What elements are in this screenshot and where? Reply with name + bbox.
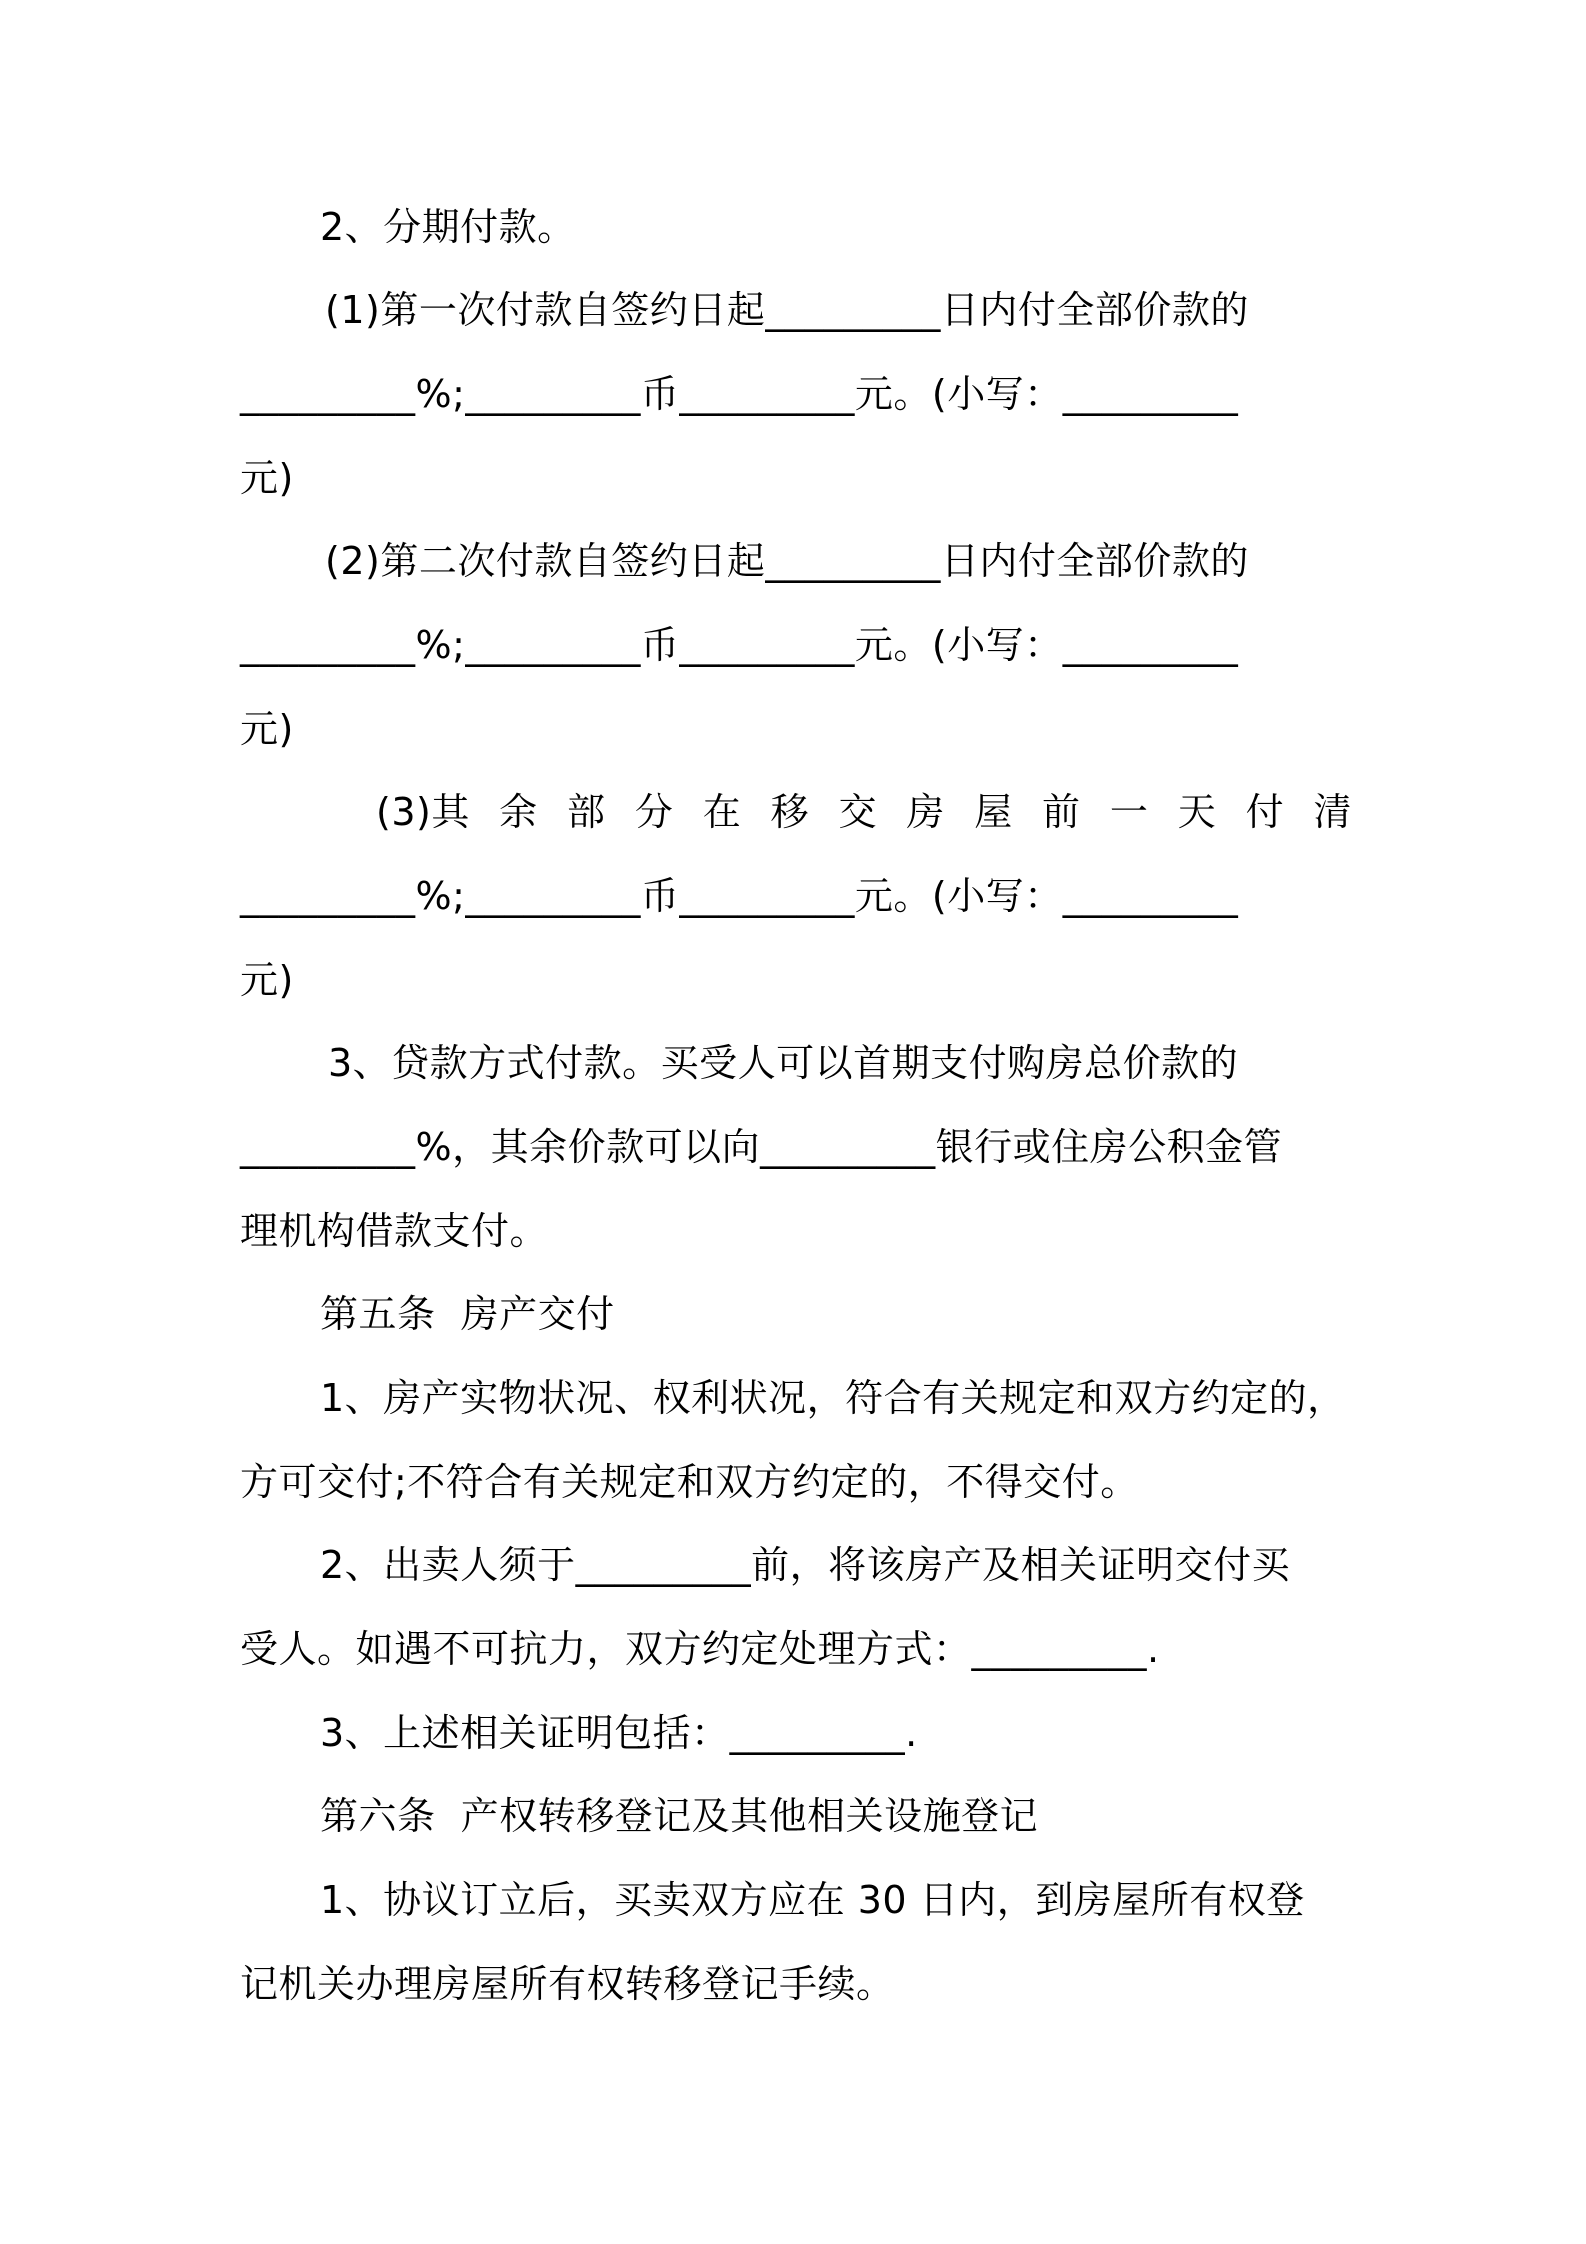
second-payment-line-3: 元): [240, 707, 294, 751]
remaining-payment-line-3: 元): [240, 958, 294, 1002]
remaining-payment-line-2: _________%;_________币_________元。(小写：_________: [240, 874, 1239, 918]
first-payment-line-2: _________%;_________币_________元。(小写：_________: [240, 372, 1239, 416]
article-five-heading: 第五条 房产交付: [320, 1292, 615, 1336]
delivery-clause-1-line-1: 1、房产实物状况、权利状况，符合有关规定和双方约定的，: [320, 1376, 1346, 1420]
delivery-clause-2-line-1: 2、出卖人须于_________前，将该房产及相关证明交付买: [320, 1543, 1291, 1587]
delivery-clause-2-line-2: 受人。如遇不可抗力，双方约定处理方式：_________.: [240, 1627, 1160, 1671]
registration-clause-1-line-2: 记机关办理房屋所有权转移登记手续。: [240, 1962, 895, 2006]
loan-payment-line-1: 3、贷款方式付款。买受人可以首期支付购房总价款的: [328, 1041, 1239, 1085]
second-payment-line-2: _________%;_________币_________元。(小写：_________: [240, 623, 1239, 667]
first-payment-line-1: (1)第一次付款自签约日起_________日内付全部价款的: [325, 288, 1249, 332]
delivery-clause-3: 3、上述相关证明包括：_________.: [320, 1711, 918, 1755]
delivery-clause-1-line-2: 方可交付;不符合有关规定和双方约定的，不得交付。: [240, 1460, 1139, 1504]
loan-payment-line-2: _________%，其余价款可以向_________银行或住房公积金管: [240, 1125, 1283, 1169]
second-payment-line-1: (2)第二次付款自签约日起_________日内付全部价款的: [325, 539, 1249, 583]
loan-payment-line-3: 理机构借款支付。: [240, 1209, 549, 1253]
article-six-heading: 第六条 产权转移登记及其他相关设施登记: [320, 1794, 1039, 1838]
registration-clause-1-line-1: 1、协议订立后，买卖双方应在 30 日内，到房屋所有权登: [320, 1878, 1305, 1922]
remaining-payment-line-1: (3)其 余 部 分 在 移 交 房 屋 前 一 天 付 清: [376, 790, 1352, 834]
installment-heading: 2、分期付款。: [320, 205, 576, 249]
first-payment-line-3: 元): [240, 456, 294, 500]
